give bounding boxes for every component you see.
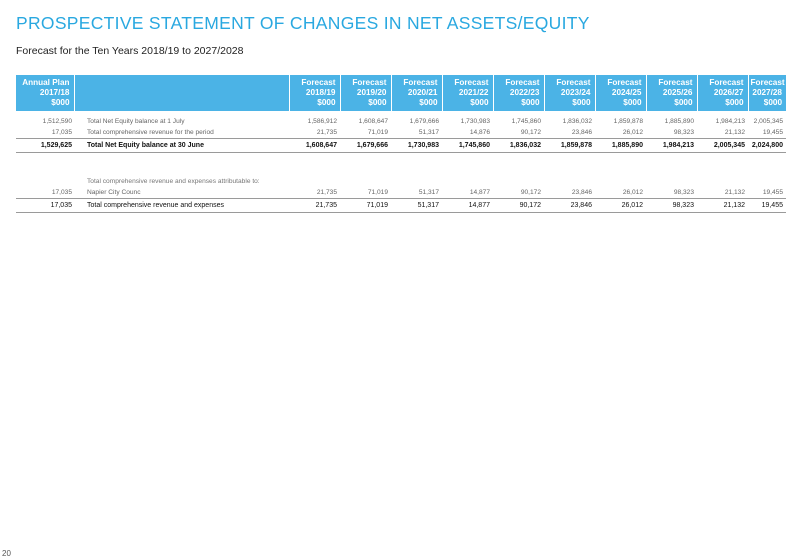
header-forecast: Forecast 2025/26 $000	[646, 75, 697, 111]
cell-plan: 17,035	[51, 189, 72, 196]
cell-value: 1,586,912	[307, 118, 337, 125]
cell-value: 1,859,878	[544, 139, 595, 153]
cell-plan: 1,529,625	[16, 139, 74, 153]
cell-value: 90,172	[520, 189, 541, 196]
cell-value: 26,012	[622, 129, 643, 136]
page-subtitle: Forecast for the Ten Years 2018/19 to 2027/2028	[16, 45, 244, 57]
cell-value: 90,172	[493, 199, 544, 213]
header-description	[74, 75, 289, 111]
cell-value: 1,745,860	[511, 118, 541, 125]
cell-value: 1,836,032	[493, 139, 544, 153]
cell-value: 1,836,032	[562, 118, 592, 125]
cell-value: 51,317	[418, 189, 439, 196]
cell-value: 21,735	[289, 199, 340, 213]
header-forecast: Forecast 2020/21 $000	[391, 75, 442, 111]
header-forecast: Forecast 2026/27 $000	[697, 75, 748, 111]
table-row-opening-balance	[16, 116, 786, 127]
cell-value: 2,005,345	[697, 139, 748, 153]
table-row-napier	[16, 187, 786, 199]
table-row-total	[16, 199, 786, 213]
cell-value: 21,132	[697, 199, 748, 213]
cell-label: Total Net Equity balance at 1 July	[87, 118, 185, 125]
cell-label: Total comprehensive revenue and expenses	[74, 199, 289, 213]
table-row-comprehensive-revenue	[16, 127, 786, 139]
cell-value: 71,019	[367, 189, 388, 196]
cell-value: 23,846	[571, 129, 592, 136]
cell-label: Napier City Counc	[87, 189, 141, 196]
cell-value: 1,679,666	[340, 139, 391, 153]
section-heading-label: Total comprehensive revenue and expenses attributable to:	[87, 178, 260, 185]
cell-value: 23,846	[571, 189, 592, 196]
cell-value: 1,984,213	[715, 118, 745, 125]
cell-value: 51,317	[391, 199, 442, 213]
cell-value: 21,132	[724, 189, 745, 196]
cell-value: 1,730,983	[391, 139, 442, 153]
header-forecast: Forecast 2024/25 $000	[595, 75, 646, 111]
cell-value: 1,984,213	[646, 139, 697, 153]
header-forecast: Forecast 2019/20 $000	[340, 75, 391, 111]
cell-label: Total Net Equity balance at 30 June	[74, 139, 289, 153]
cell-value: 14,877	[442, 199, 493, 213]
cell-value: 51,317	[418, 129, 439, 136]
header-forecast: Forecast 2023/24 $000	[544, 75, 595, 111]
cell-value: 21,132	[724, 129, 745, 136]
header-forecast: Forecast 2022/23 $000	[493, 75, 544, 111]
cell-value: 26,012	[595, 199, 646, 213]
equity-table	[16, 75, 786, 213]
cell-label: Total comprehensive revenue for the period	[87, 129, 214, 136]
cell-value: 90,172	[520, 129, 541, 136]
header-forecast: Forecast 2021/22 $000	[442, 75, 493, 111]
cell-plan: 1,512,590	[42, 118, 72, 125]
cell-value: 1,730,983	[460, 118, 490, 125]
cell-value: 19,455	[762, 189, 783, 196]
cell-value: 71,019	[367, 129, 388, 136]
cell-value: 71,019	[340, 199, 391, 213]
cell-value: 21,735	[316, 189, 337, 196]
cell-value: 23,846	[544, 199, 595, 213]
cell-value: 1,885,890	[595, 139, 646, 153]
cell-value: 21,735	[316, 129, 337, 136]
cell-value: 98,323	[673, 189, 694, 196]
cell-value: 1,608,647	[358, 118, 388, 125]
cell-value: 26,012	[622, 189, 643, 196]
table-row-closing-balance	[16, 139, 786, 153]
cell-value: 1,679,666	[409, 118, 439, 125]
cell-value: 19,455	[762, 129, 783, 136]
cell-value: 1,859,878	[613, 118, 643, 125]
page-title: PROSPECTIVE STATEMENT OF CHANGES IN NET ASSETS/EQUITY	[16, 13, 590, 33]
cell-value: 2,005,345	[753, 118, 783, 125]
page-number: 20	[2, 549, 11, 558]
table-row-section-heading	[16, 172, 786, 187]
cell-value: 1,885,890	[664, 118, 694, 125]
header-forecast: Forecast 2018/19 $000	[289, 75, 340, 111]
table-header-row	[16, 75, 786, 111]
cell-value: 14,877	[469, 189, 490, 196]
header-forecast: Forecast 2027/28 $000	[748, 75, 786, 111]
cell-plan: 17,035	[16, 199, 74, 213]
cell-value: 2,024,800	[748, 139, 786, 153]
cell-value: 98,323	[673, 129, 694, 136]
cell-value: 1,745,860	[442, 139, 493, 153]
cell-plan: 17,035	[51, 129, 72, 136]
cell-value: 19,455	[748, 199, 786, 213]
cell-value: 1,608,647	[289, 139, 340, 153]
cell-value: 98,323	[646, 199, 697, 213]
cell-value: 14,876	[469, 129, 490, 136]
header-annual-plan: Annual Plan 2017/18 $000	[16, 75, 74, 111]
